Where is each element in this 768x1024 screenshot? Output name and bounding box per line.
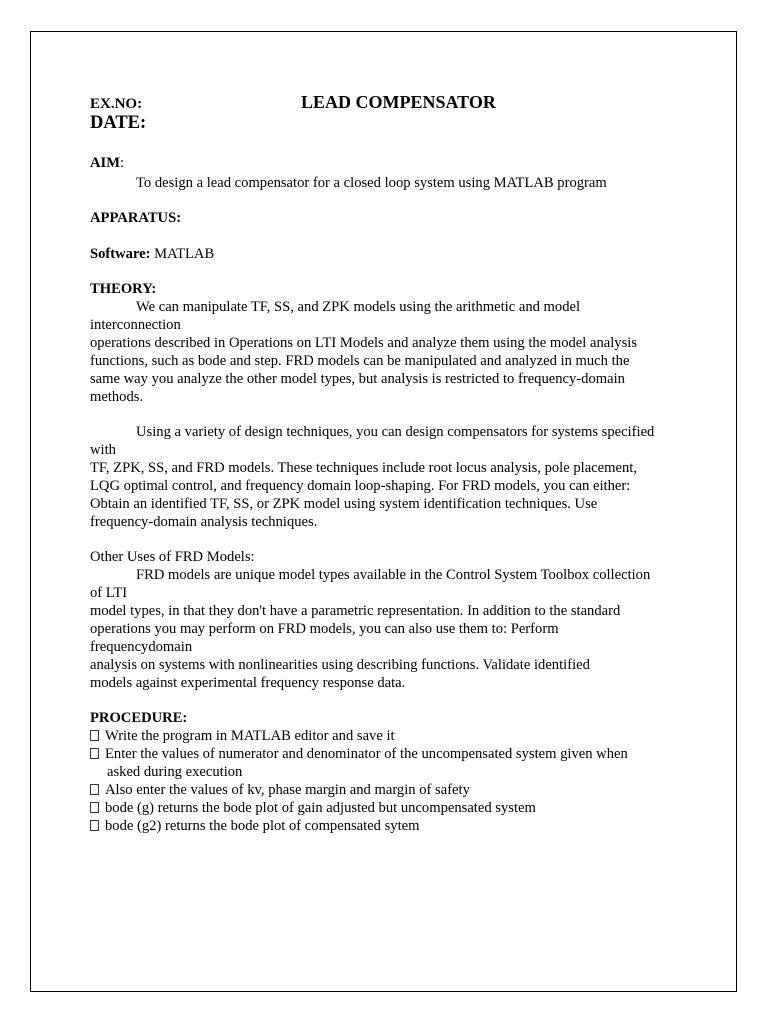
bullet-box-icon	[90, 784, 99, 795]
theory-para2-line: LQG optimal control, and frequency domain loop-shaping. For FRD models, you can either:	[90, 478, 631, 494]
software-value: MATLAB	[150, 246, 215, 262]
bullet-box-icon	[90, 802, 99, 813]
theory-para3-line: FRD models are unique model types available in the Control System Toolbox collection	[136, 567, 651, 583]
theory-para3-line: models against experimental frequency response data.	[90, 675, 406, 691]
apparatus-heading: APPARATUS:	[90, 210, 182, 226]
theory-para1-line: methods.	[90, 389, 144, 405]
theory-para3-line: of LTI	[90, 585, 128, 601]
bullet-box-icon	[90, 748, 99, 759]
page-title: LEAD COMPENSATOR	[301, 92, 496, 112]
procedure-item	[90, 817, 420, 835]
exno-label: EX.NO:	[90, 96, 143, 112]
theory-para2-line: TF, ZPK, SS, and FRD models. These techniques include root locus analysis, pole placement,	[90, 460, 637, 476]
theory-para1-line: operations described in Operations on LTI Models and analyze them using the model analysis	[90, 335, 638, 351]
bullet-box-icon	[90, 730, 99, 741]
procedure-item	[90, 781, 470, 799]
theory-para1-line: same way you analyze the other model types, but analysis is restricted to frequency-domain	[90, 371, 625, 387]
procedure-item-text: bode (g2) returns the bode plot of compensated sytem	[105, 818, 420, 834]
procedure-item-text: Also enter the values of kv, phase margin and margin of safety	[105, 782, 470, 798]
bullet-box-icon	[90, 820, 99, 831]
procedure-heading: PROCEDURE:	[90, 710, 188, 726]
date-label: DATE:	[90, 113, 147, 133]
theory-para1-line: functions, such as bode and step. FRD models can be manipulated and analyzed in much the	[90, 353, 630, 369]
theory-para2-line: Using a variety of design techniques, you can design compensators for systems specified	[136, 424, 655, 440]
theory-para2-line: frequency-domain analysis techniques.	[90, 514, 318, 530]
procedure-item-text: bode (g) returns the bode plot of gain adjusted but uncompensated system	[105, 800, 536, 816]
procedure-item-continuation: asked during execution	[107, 764, 243, 780]
theory-para1-line: We can manipulate TF, SS, and ZPK models using the arithmetic and model	[136, 299, 581, 315]
aim-text: To design a lead compensator for a closed loop system using MATLAB program	[136, 175, 607, 191]
software-line	[90, 245, 214, 263]
other-uses-heading: Other Uses of FRD Models:	[90, 549, 255, 565]
theory-heading: THEORY:	[90, 281, 157, 297]
theory-para3-line: model types, in that they don't have a parametric representation. In addition to the standard	[90, 603, 621, 619]
procedure-item	[90, 745, 628, 763]
procedure-item	[90, 799, 536, 817]
procedure-item	[90, 727, 395, 745]
procedure-item-text: Enter the values of numerator and denominator of the uncompensated system given when	[105, 746, 628, 762]
theory-para3-line: analysis on systems with nonlinearities using describing functions. Validate identified	[90, 657, 590, 673]
aim-heading	[90, 154, 124, 172]
aim-label: AIM	[90, 155, 120, 171]
theory-para2-line: Obtain an identified TF, SS, or ZPK model using system identification techniques. Use	[90, 496, 598, 512]
software-label: Software:	[90, 246, 151, 262]
aim-colon: :	[120, 155, 125, 171]
theory-para1-line: interconnection	[90, 317, 181, 333]
theory-para3-line: operations you may perform on FRD models, you can also use them to: Perform	[90, 621, 559, 637]
theory-para2-line: with	[90, 442, 116, 458]
procedure-item-text: Write the program in MATLAB editor and save it	[105, 728, 395, 744]
theory-para3-line: frequencydomain	[90, 639, 193, 655]
